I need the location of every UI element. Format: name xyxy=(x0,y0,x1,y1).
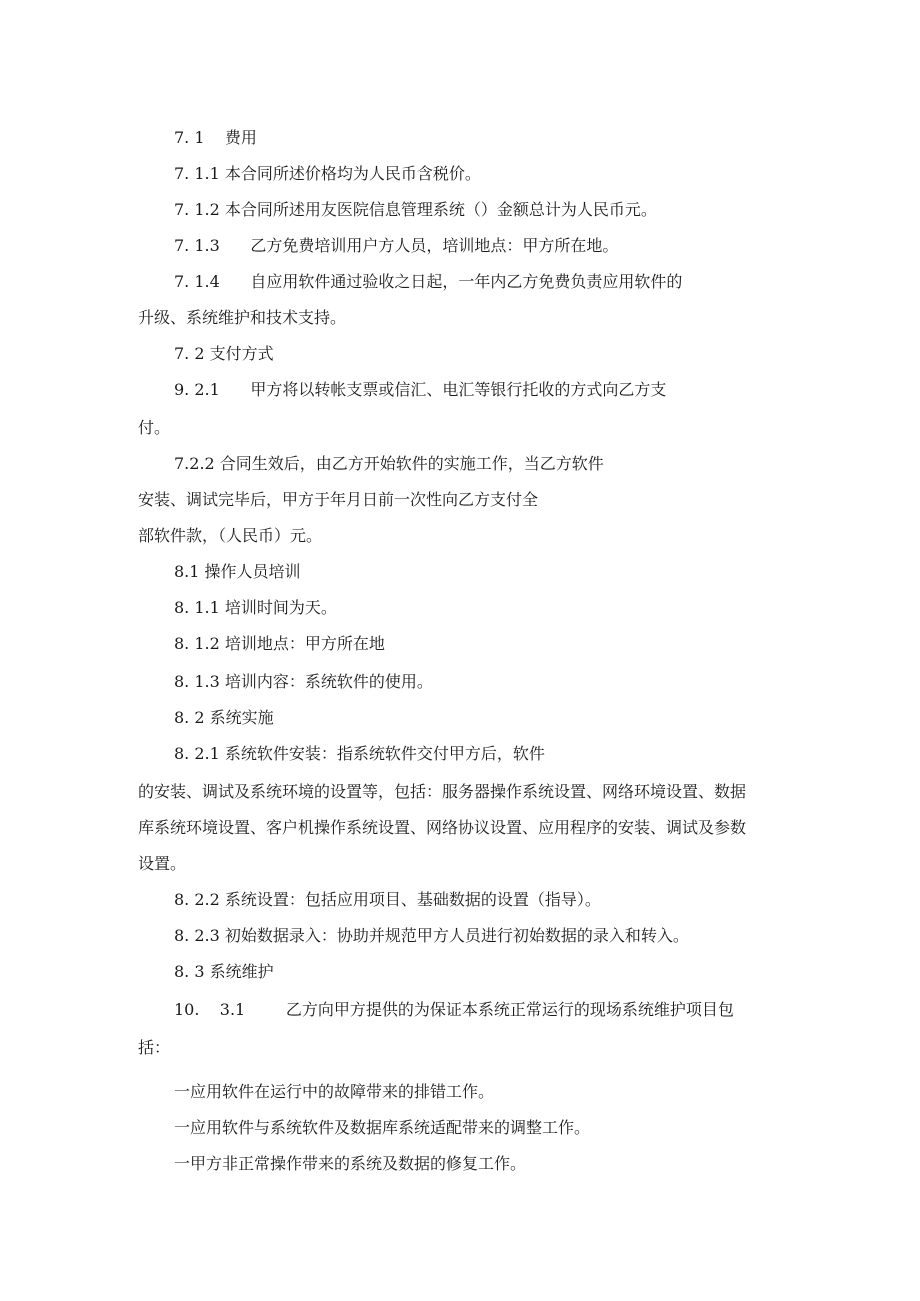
line-8-1-3: 8. 1.3 培训内容：系统软件的使用。 xyxy=(174,672,433,691)
list-item-fault-troubleshooting: 一应用软件在运行中的故障带来的排错工作。 xyxy=(174,1082,495,1101)
line-8-1-2: 8. 1.2 培训地点：甲方所在地 xyxy=(174,634,385,653)
line-7-1-4: 7. 1.4 自应用软件通过验收之日起，一年内乙方免费负责应用软件的 xyxy=(174,272,683,291)
line-7-1-2: 7. 1.2 本合同所述用友医院信息管理系统（）金额总计为人民币元。 xyxy=(174,200,657,219)
line-8-2-heading: 8. 2 系统实施 xyxy=(174,708,274,727)
line-7-1-1: 7. 1.1 本合同所述价格均为人民币含税价。 xyxy=(174,164,481,183)
line-7-2-2: 7.2.2 合同生效后，由乙方开始软件的实施工作，当乙方软件 xyxy=(174,454,604,473)
line-8-1-heading: 8.1 操作人员培训 xyxy=(174,562,301,581)
line-8-2-1-cont-1: 的安装、调试及系统环境的设置等，包括：服务器操作系统设置、网络环境设置、数据 xyxy=(138,782,747,801)
line-10-3-1-cont: 括： xyxy=(138,1038,171,1057)
line-10-3-1: 10. 3.1 乙方向甲方提供的为保证本系统正常运行的现场系统维护项目包 xyxy=(174,1000,734,1019)
line-8-2-3: 8. 2.3 初始数据录入：协助并规范甲方人员进行初始数据的录入和转入。 xyxy=(174,926,689,945)
line-9-2-1-cont: 付。 xyxy=(138,418,171,437)
line-8-2-2: 8. 2.2 系统设置：包括应用项目、基础数据的设置（指导）。 xyxy=(174,890,601,909)
line-7-1-3: 7. 1.3 乙方免费培训用户方人员，培训地点：甲方所在地。 xyxy=(174,236,619,255)
line-8-2-1: 8. 2.1 系统软件安装：指系统软件交付甲方后，软件 xyxy=(174,744,545,763)
line-8-2-1-cont-2: 库系统环境设置、客户机操作系统设置、网络协议设置、应用程序的安装、调试及参数 xyxy=(138,818,747,837)
list-item-data-repair: 一甲方非正常操作带来的系统及数据的修复工作。 xyxy=(174,1154,527,1173)
line-8-3-heading: 8. 3 系统维护 xyxy=(174,962,274,981)
line-7-1-heading: 7. 1 费用 xyxy=(174,128,257,147)
line-7-1-4-cont: 升级、系统维护和技术支持。 xyxy=(138,308,347,327)
line-7-2-2-cont-1: 安装、调试完毕后，甲方于年月日前一次性向乙方支付全 xyxy=(138,490,539,509)
line-9-2-1: 9. 2.1 甲方将以转帐支票或信汇、电汇等银行托收的方式向乙方支 xyxy=(174,380,667,399)
line-7-2-heading: 7. 2 支付方式 xyxy=(174,344,274,363)
list-item-adaptation-adjustment: 一应用软件与系统软件及数据库系统适配带来的调整工作。 xyxy=(174,1118,591,1137)
line-7-2-2-cont-2: 部软件款，（人民币）元。 xyxy=(138,526,323,545)
line-8-1-1: 8. 1.1 培训时间为天。 xyxy=(174,598,337,617)
line-8-2-1-cont-3: 设置。 xyxy=(138,854,187,873)
